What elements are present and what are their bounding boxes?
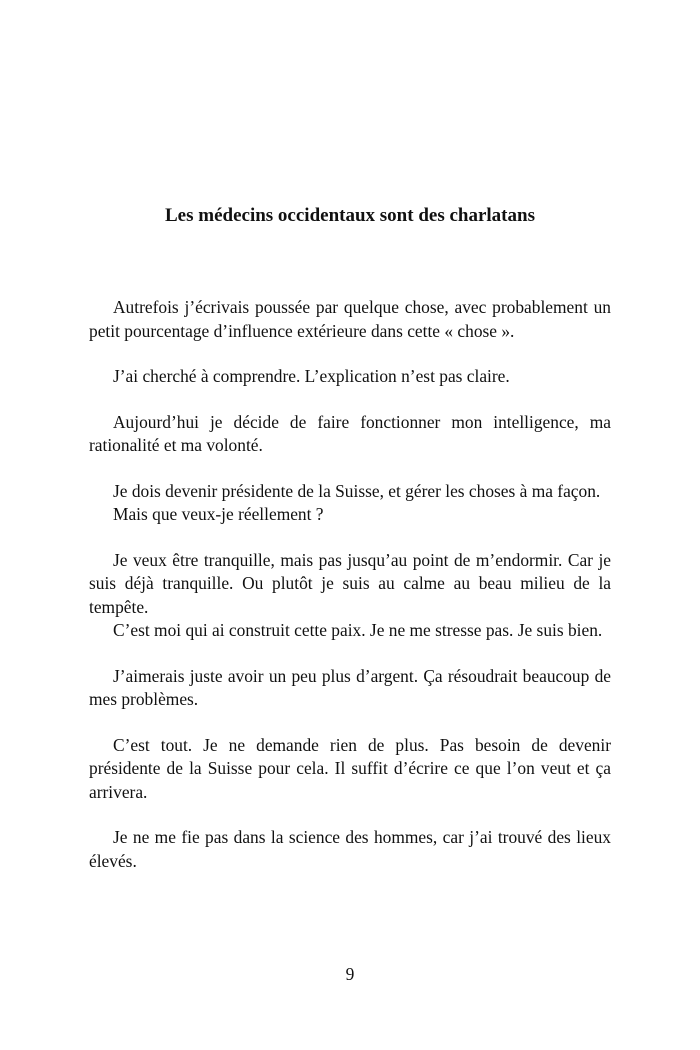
paragraph-gap [89,712,611,734]
page-number: 9 [345,964,355,984]
paragraph-gap [89,389,611,411]
chapter-title: Les médecins occidentaux sont des charlatans [165,205,535,226]
paragraph: Je ne me fie pas dans la science des hommes, car j’ai trouvé des lieux élevés. [89,827,611,871]
paragraph-gap [89,804,611,826]
paragraph-gap [89,458,611,480]
paragraph: Mais que veux-je réellement ? [113,504,324,524]
body-text [89,296,611,873]
paragraph-gap [89,527,611,549]
paragraph: Aujourd’hui je décide de faire fonctionner mon intelligence, ma rationalité et ma volonté. [89,411,611,455]
paragraph-gap [89,343,611,365]
paragraph: Autrefois j’écrivais poussée par quelque chose, avec probablement un petit pourcentage d’influence extérieure dans cette « chose ». [89,297,611,341]
paragraph: J’ai cherché à comprendre. L’explication n’est pas claire. [113,366,510,386]
paragraph: C’est moi qui ai construit cette paix. Je ne me stresse pas. Je suis bien. [113,620,603,640]
paragraph: Je veux être tranquille, mais pas jusqu’au point de m’endormir. Car je suis déjà tranquille. Ou plutôt je suis au calme au beau milieu de la tempête. [89,549,611,617]
paragraph: Je dois devenir présidente de la Suisse, et gérer les choses à ma façon. [113,480,601,501]
paragraph: C’est tout. Je ne demande rien de plus. Pas besoin de devenir présidente de la Suisse pour cela. Il suffit d’écrire ce que l’on veut et ça arrivera. [89,734,611,802]
paragraph-gap [89,643,611,665]
paragraph: J’aimerais juste avoir un peu plus d’argent. Ça résoudrait beaucoup de mes problèmes. [89,665,611,709]
